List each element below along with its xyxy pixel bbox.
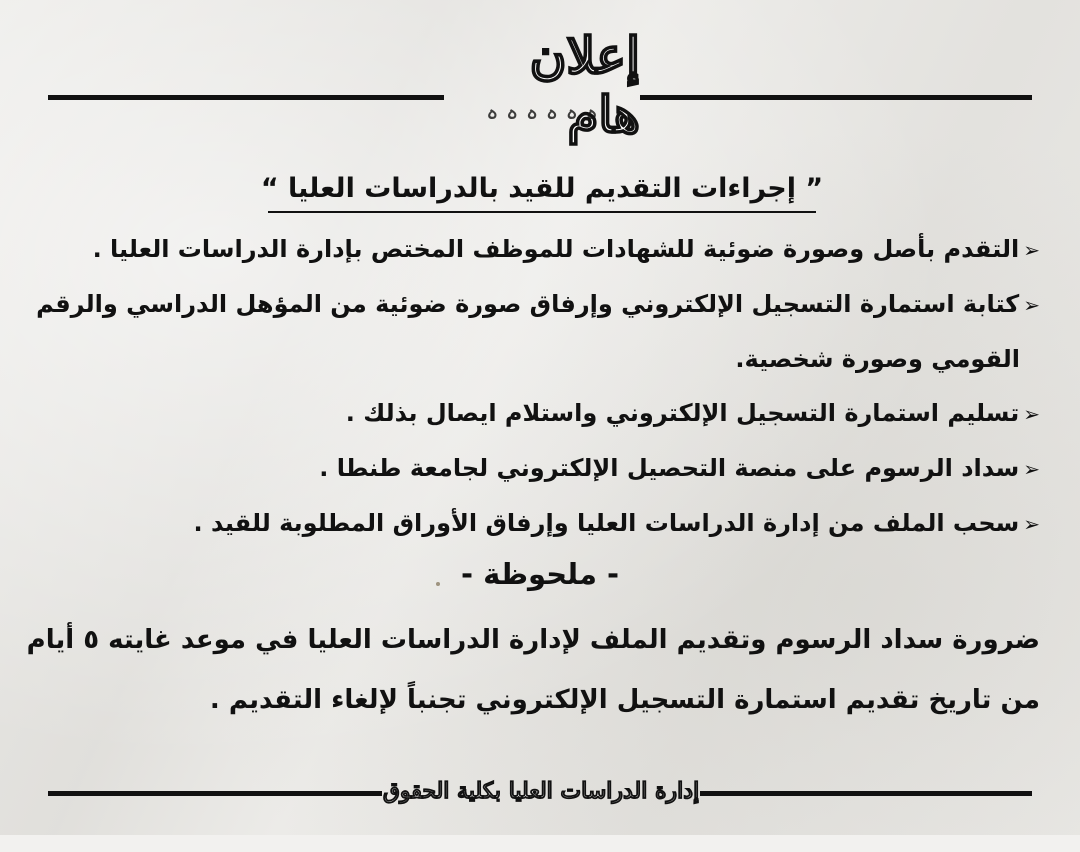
list-item — [40, 496, 1040, 551]
arrow-bullet-icon: ➢ — [1023, 402, 1040, 426]
list-item — [40, 222, 1040, 277]
top-rule-left — [48, 95, 444, 100]
arrow-bullet-icon: ➢ — [1023, 457, 1040, 481]
arrow-bullet-icon: ➢ — [1023, 512, 1040, 536]
step-text: سحب الملف من إدارة الدراسات العليا وإرفاق الأوراق المطلوبة للقيد . — [193, 509, 1020, 537]
list-item — [40, 441, 1040, 496]
arrow-bullet-icon: ➢ — [1023, 293, 1040, 317]
note-line: من تاريخ تقديم استمارة التسجيل الإلكتروني تجنباً لإلغاء التقديم . — [209, 685, 1040, 715]
top-rule-right — [640, 95, 1032, 100]
bottom-rule-left — [48, 791, 382, 796]
procedures-subtitle: ” إجراءات التقديم للقيد بالدراسات العليا “ — [260, 172, 824, 204]
step-text: تسليم استمارة التسجيل الإلكتروني واستلام ايصال بذلك . — [345, 399, 1020, 427]
announcement-title: إعلان هام — [529, 26, 640, 144]
note-body — [26, 610, 1040, 730]
department-signature: إدارة الدراسات العليا بكلية الحقوق — [382, 778, 700, 804]
note-line: ضرورة سداد الرسوم وتقديم الملف لإدارة الدراسات العليا في موعد غايته ٥ أيام — [26, 625, 1040, 655]
subtitle-underline — [260, 165, 824, 213]
step-text: التقدم بأصل وصورة ضوئية للشهادات للموظف المختص بإدارة الدراسات العليا . — [92, 235, 1020, 263]
list-item — [36, 277, 1040, 332]
bottom-rule-right — [700, 791, 1032, 796]
arrow-bullet-icon: ➢ — [1023, 238, 1040, 262]
list-item — [40, 386, 1040, 441]
steps-list — [36, 222, 1040, 551]
title-ornament: ہ ہ ہ ہ ہ ہ — [485, 100, 599, 125]
step-text: سداد الرسوم على منصة التحصيل الإلكتروني لجامعة طنطا . — [319, 454, 1020, 482]
bottom-strip — [0, 835, 1080, 852]
note-heading: - ملحوظة - — [460, 557, 620, 591]
step-continuation: القومي وصورة شخصية. — [735, 345, 1020, 373]
step-text: كتابة استمارة التسجيل الإلكتروني وإرفاق صورة ضوئية من المؤهل الدراسي والرقم — [36, 290, 1020, 318]
